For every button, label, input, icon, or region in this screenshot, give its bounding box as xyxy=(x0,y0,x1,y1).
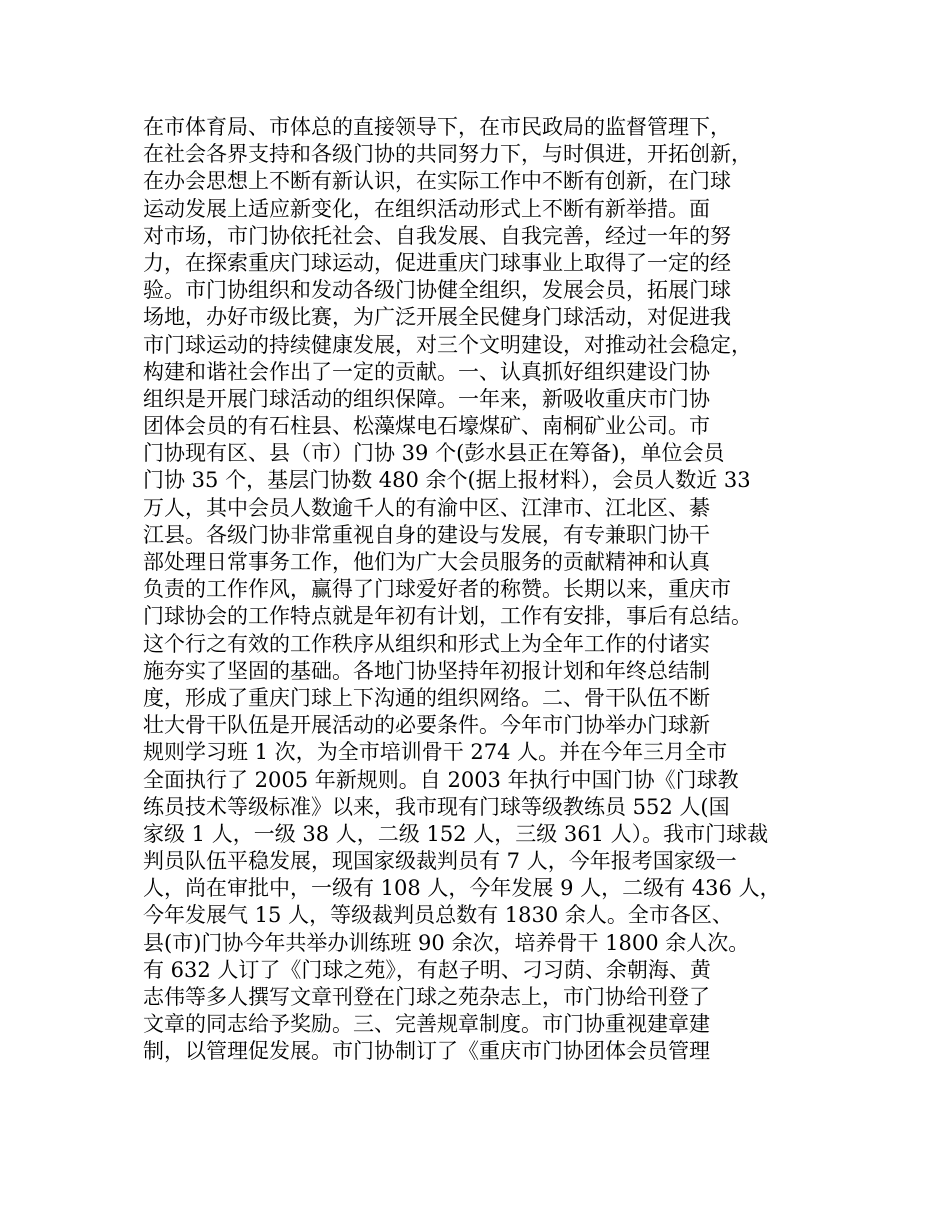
text-line: 力，在探索重庆门球运动，促进重庆门球事业上取得了一定的经 xyxy=(143,250,731,275)
text-line: 这个行之有效的工作秩序从组织和形式上为全年工作的付诸实 xyxy=(143,631,710,656)
text-line: 江县。各级门协非常重视自身的建设与发展，有专兼职门协干 xyxy=(143,522,710,547)
text-line: 文章的同志给予奖励。三、完善规章制度。市门协重视建章建 xyxy=(143,1012,710,1037)
text-line: 人，尚在审批中，一级有 108 人，今年发展 9 人，二级有 436 人， xyxy=(143,876,781,901)
text-line: 场地，办好市级比赛，为广泛开展全民健身门球活动，对促进我 xyxy=(143,305,731,330)
text-line: 运动发展上适应新变化，在组织活动形式上不断有新举措。面 xyxy=(143,196,710,221)
text-line: 门协 35 个，基层门协数 480 余个(据上报材料），会员人数近 33 xyxy=(143,468,751,493)
text-line: 家级 1 人，一级 38 人，二级 152 人，三级 361 人）。我市门球裁 xyxy=(143,821,769,846)
text-line: 判员队伍平稳发展，现国家级裁判员有 7 人，今年报考国家级一 xyxy=(143,849,737,874)
text-line: 有 632 人订了《门球之苑》，有赵子明、刁习荫、余朝海、黄 xyxy=(143,957,711,982)
text-line: 在社会各界支持和各级门协的共同努力下，与时俱进，开拓创新， xyxy=(143,142,752,167)
text-line: 练员技术等级标准》以来，我市现有门球等级教练员 552 人(国 xyxy=(143,794,730,819)
text-line: 团体会员的有石柱县、松藻煤电石壕煤矿、南桐矿业公司。市 xyxy=(143,414,710,439)
text-line: 门球协会的工作特点就是年初有计划，工作有安排，事后有总结。 xyxy=(143,604,752,629)
text-line: 县(市)门协今年共举办训练班 90 余次，培养骨干 1800 余人次。 xyxy=(143,930,750,955)
text-line: 今年发展气 15 人，等级裁判员总数有 1830 余人。全市各区、 xyxy=(143,903,733,928)
text-line: 部处理日常事务工作，他们为广大会员服务的贡献精神和认真 xyxy=(143,550,710,574)
text-line: 全面执行了 2005 年新规则。自 2003 年执行中国门协《门球教 xyxy=(143,767,739,792)
text-line: 壮大骨干队伍是开展活动的必要条件。今年市门协举办门球新 xyxy=(143,713,710,738)
text-line: 组织是开展门球活动的组织保障。一年来，新吸收重庆市门协 xyxy=(143,386,710,411)
text-line: 施夯实了坚固的基础。各地门协坚持年初报计划和年终总结制 xyxy=(143,658,710,683)
text-line: 制，以管理促发展。市门协制订了《重庆市门协团体会员管理 xyxy=(143,1039,710,1064)
text-line: 市门球运动的持续健康发展，对三个文明建设，对推动社会稳定， xyxy=(143,332,752,357)
text-line: 负责的工作作风，赢得了门球爱好者的称赞。长期以来，重庆市 xyxy=(143,577,731,602)
text-line: 门协现有区、县（市）门协 39 个(彭水县正在筹备)，单位会员 xyxy=(143,441,725,466)
text-line: 构建和谐社会作出了一定的贡献。一、认真抓好组织建设门协 xyxy=(143,359,710,384)
text-line: 验。市门协组织和发动各级门协健全组织，发展会员，拓展门球 xyxy=(143,278,731,303)
text-line: 规则学习班 1 次，为全市培训骨干 274 人。并在今年三月全市 xyxy=(143,740,728,765)
text-line: 志伟等多人撰写文章刊登在门球之苑杂志上，市门协给刊登了 xyxy=(143,985,710,1009)
body-text xyxy=(143,114,843,1066)
text-line: 万人，其中会员人数逾千人的有渝中区、江津市、江北区、綦 xyxy=(143,495,710,520)
text-line: 在办会思想上不断有新认识，在实际工作中不断有创新，在门球 xyxy=(143,169,731,194)
text-line: 度，形成了重庆门球上下沟通的组织网络。二、骨干队伍不断 xyxy=(143,685,710,710)
text-line: 对市场，市门协依托社会、自我发展、自我完善，经过一年的努 xyxy=(143,223,731,248)
text-line: 在市体育局、市体总的直接领导下，在市民政局的监督管理下， xyxy=(143,115,731,139)
